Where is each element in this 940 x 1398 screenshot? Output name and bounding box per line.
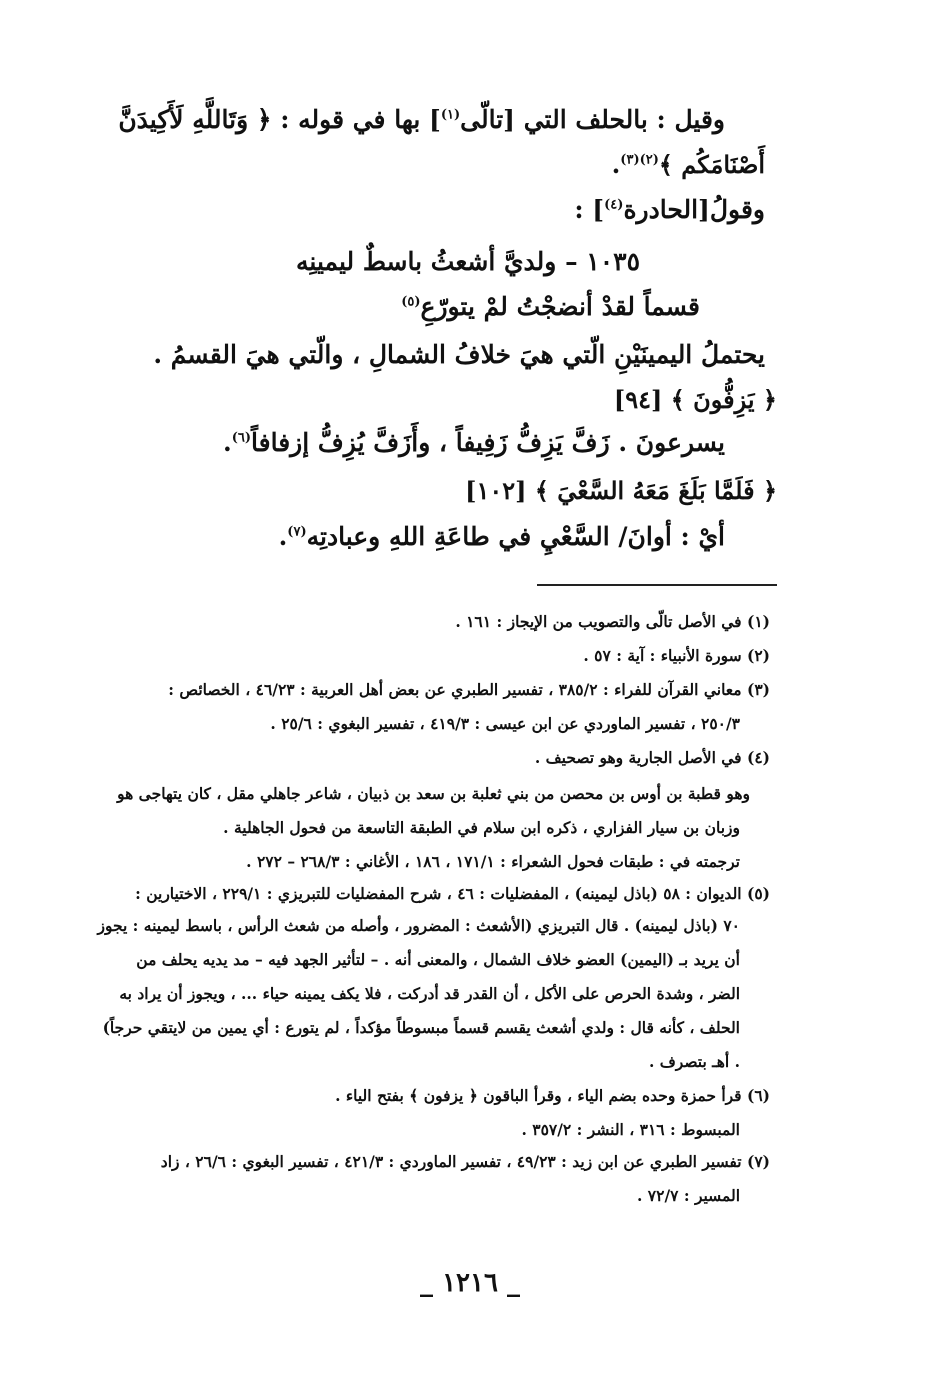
- body-text: يسرعونَ . زَفَّ يَزِفُّ زَفِيفاً ، وأَزَفَّ يُزِفُّ إزفافاً: [251, 428, 725, 457]
- body-line-6: [153, 340, 765, 369]
- body-text: .: [611, 150, 621, 179]
- body-line-10: [279, 522, 725, 551]
- footnote-line: أن يريد بـ (اليمين) العضو خلاف الشمال ، والمعنى أنه . – لتأثير الجهد فيه – مد يديه يحلف من: [136, 950, 740, 969]
- body-text: ] :: [574, 195, 605, 224]
- footnote-ref: (٢)(٣): [620, 152, 659, 168]
- footnote-line: ٢٥٠/٣ ، تفسير الماوردي عن ابن عيسى : ٤١٩/٣ ، تفسير البغوي : ٢٥/٦ .: [270, 714, 740, 733]
- poem-hemistich: قسماً لقدْ أنضجْتُ لمْ يتورّعِ: [420, 292, 700, 321]
- body-line-8: [223, 428, 725, 457]
- footnote-ref: (٤): [604, 197, 624, 213]
- body-line-1: [118, 105, 725, 134]
- body-line-2: [612, 150, 765, 179]
- body-text: .: [278, 522, 288, 551]
- footnote-line: المسير : ٧٢/٧ .: [637, 1186, 740, 1205]
- footnote-line: الحلف ، كأنه قال : ولدي أشعث يقسم قسماً مبسوطاً مؤكداً ، لم يتورع : أي يمين من لايتقي حرجاً): [102, 1018, 740, 1037]
- footnote-line: . أهـ بتصرف .: [648, 1052, 740, 1071]
- body-line-3: [574, 195, 765, 224]
- footnote-separator: [537, 584, 777, 586]
- body-text: وقيل : بالحلف التي [تالّى: [460, 105, 725, 134]
- body-text: يحتملُ اليمينَيْنِ الّتي هيَ خلافُ الشمالِ ، والّتي هيَ القسمُ .: [153, 340, 765, 369]
- body-text: أيْ : أوانَ/ السَّعْيِ في طاعَةِ اللهِ وعبادتِه: [306, 522, 725, 551]
- footnote-line: ٧٠ (باذل ليمينه) . قال التبريزي (الأشعث : المضرور ، وأصله من شعث الرأس ، باسط ليمينه : يجوز: [97, 916, 740, 935]
- footnote-ref: (٧): [287, 524, 307, 540]
- quran-verse: أَصْنَامَكُم ﴾: [658, 150, 765, 179]
- footnote-line: ترجمته في : طبقات فحول الشعراء : ١٧١/١ ، ١٨٦ ، الأغاني : ٢٦٨/٣ – ٢٧٢ .: [246, 852, 740, 871]
- quran-citation-2: [465, 476, 777, 505]
- body-text: وقولُ[الحادرة: [623, 195, 765, 224]
- footnote-line: (٣) معاني القرآن للفراء : ٣٨٥/٢ ، تفسير الطبري عن بعض أهل العربية : ٤٦/٢٣ ، الخصائص :: [168, 680, 770, 699]
- body-text: ] بها في قوله : ﴿ وَتَاللَّهِ لَأَكِيدَنَّ: [118, 105, 441, 134]
- footnote-line: (٧) تفسير الطبري عن ابن زيد : ٤٩/٢٣ ، تفسير الماوردي : ٤٢١/٣ ، تفسير البغوي : ٢٦/٦ ، زاد: [160, 1152, 770, 1171]
- footnote-line: الضر ، وشدة الحرص على الأكل ، أن القدر قد أدركت ، فلا يكف يمينه حياء ... ، ويجوز أن يراد به: [119, 984, 740, 1003]
- footnote-line: (٤) في الأصل الجارية وهو تصحيف .: [534, 748, 770, 767]
- footnote-line: (٢) سورة الأنبياء : آية : ٥٧ .: [583, 646, 770, 665]
- quran-citation-1: [614, 385, 777, 414]
- footnote-line: (٦) قرأ حمزة وحده بضم الياء ، وقرأ الباقون ﴿ يزفون ﴾ بفتح الياء .: [335, 1086, 770, 1105]
- poem-verse-2: [401, 292, 700, 321]
- page-number: _ ١٢١٦ _: [420, 1268, 520, 1298]
- quran-verse: ﴿ فَلَمَّا بَلَغَ مَعَهُ السَّعْيَ ﴾ [١٠٢]: [465, 476, 777, 505]
- footnote-line: (١) في الأصل تالّى والتصويب من الإيجاز : ١٦١ .: [455, 612, 770, 631]
- poem-verse-1: [296, 247, 640, 276]
- body-text: .: [223, 428, 232, 457]
- footnote-ref: (٦): [231, 430, 252, 446]
- footnote-ref: (١): [440, 107, 461, 123]
- quran-verse: ﴿ يَزِفُّونَ ﴾ [٩٤]: [613, 385, 777, 414]
- footnote-line: المبسوط : ٣١٦ ، النشر : ٣٥٧/٢ .: [521, 1120, 740, 1139]
- footnote-ref: (٥): [401, 294, 421, 310]
- footnote-line: (٥) الديوان : ٥٨ (باذل ليمينه) ، المفضليات : ٤٦ ، شرح المفضليات للتبريزي : ٢٢٩/١ ، الاختيارين :: [135, 884, 770, 903]
- footnote-line: وزبان بن سيار الفزاري ، ذكره ابن سلام في الطبقة التاسعة من فحول الجاهلية .: [223, 818, 740, 837]
- footnote-line: وهو قطبة بن أوس بن محصن من بني ثعلبة بن سعد بن ذبيان ، شاعر جاهلي مقل ، كان يتهاجى هو: [117, 784, 750, 803]
- poem-hemistich: ١٠٣٥ – ولديَّ أشعثُ باسطٌ ليمينِه: [296, 247, 640, 276]
